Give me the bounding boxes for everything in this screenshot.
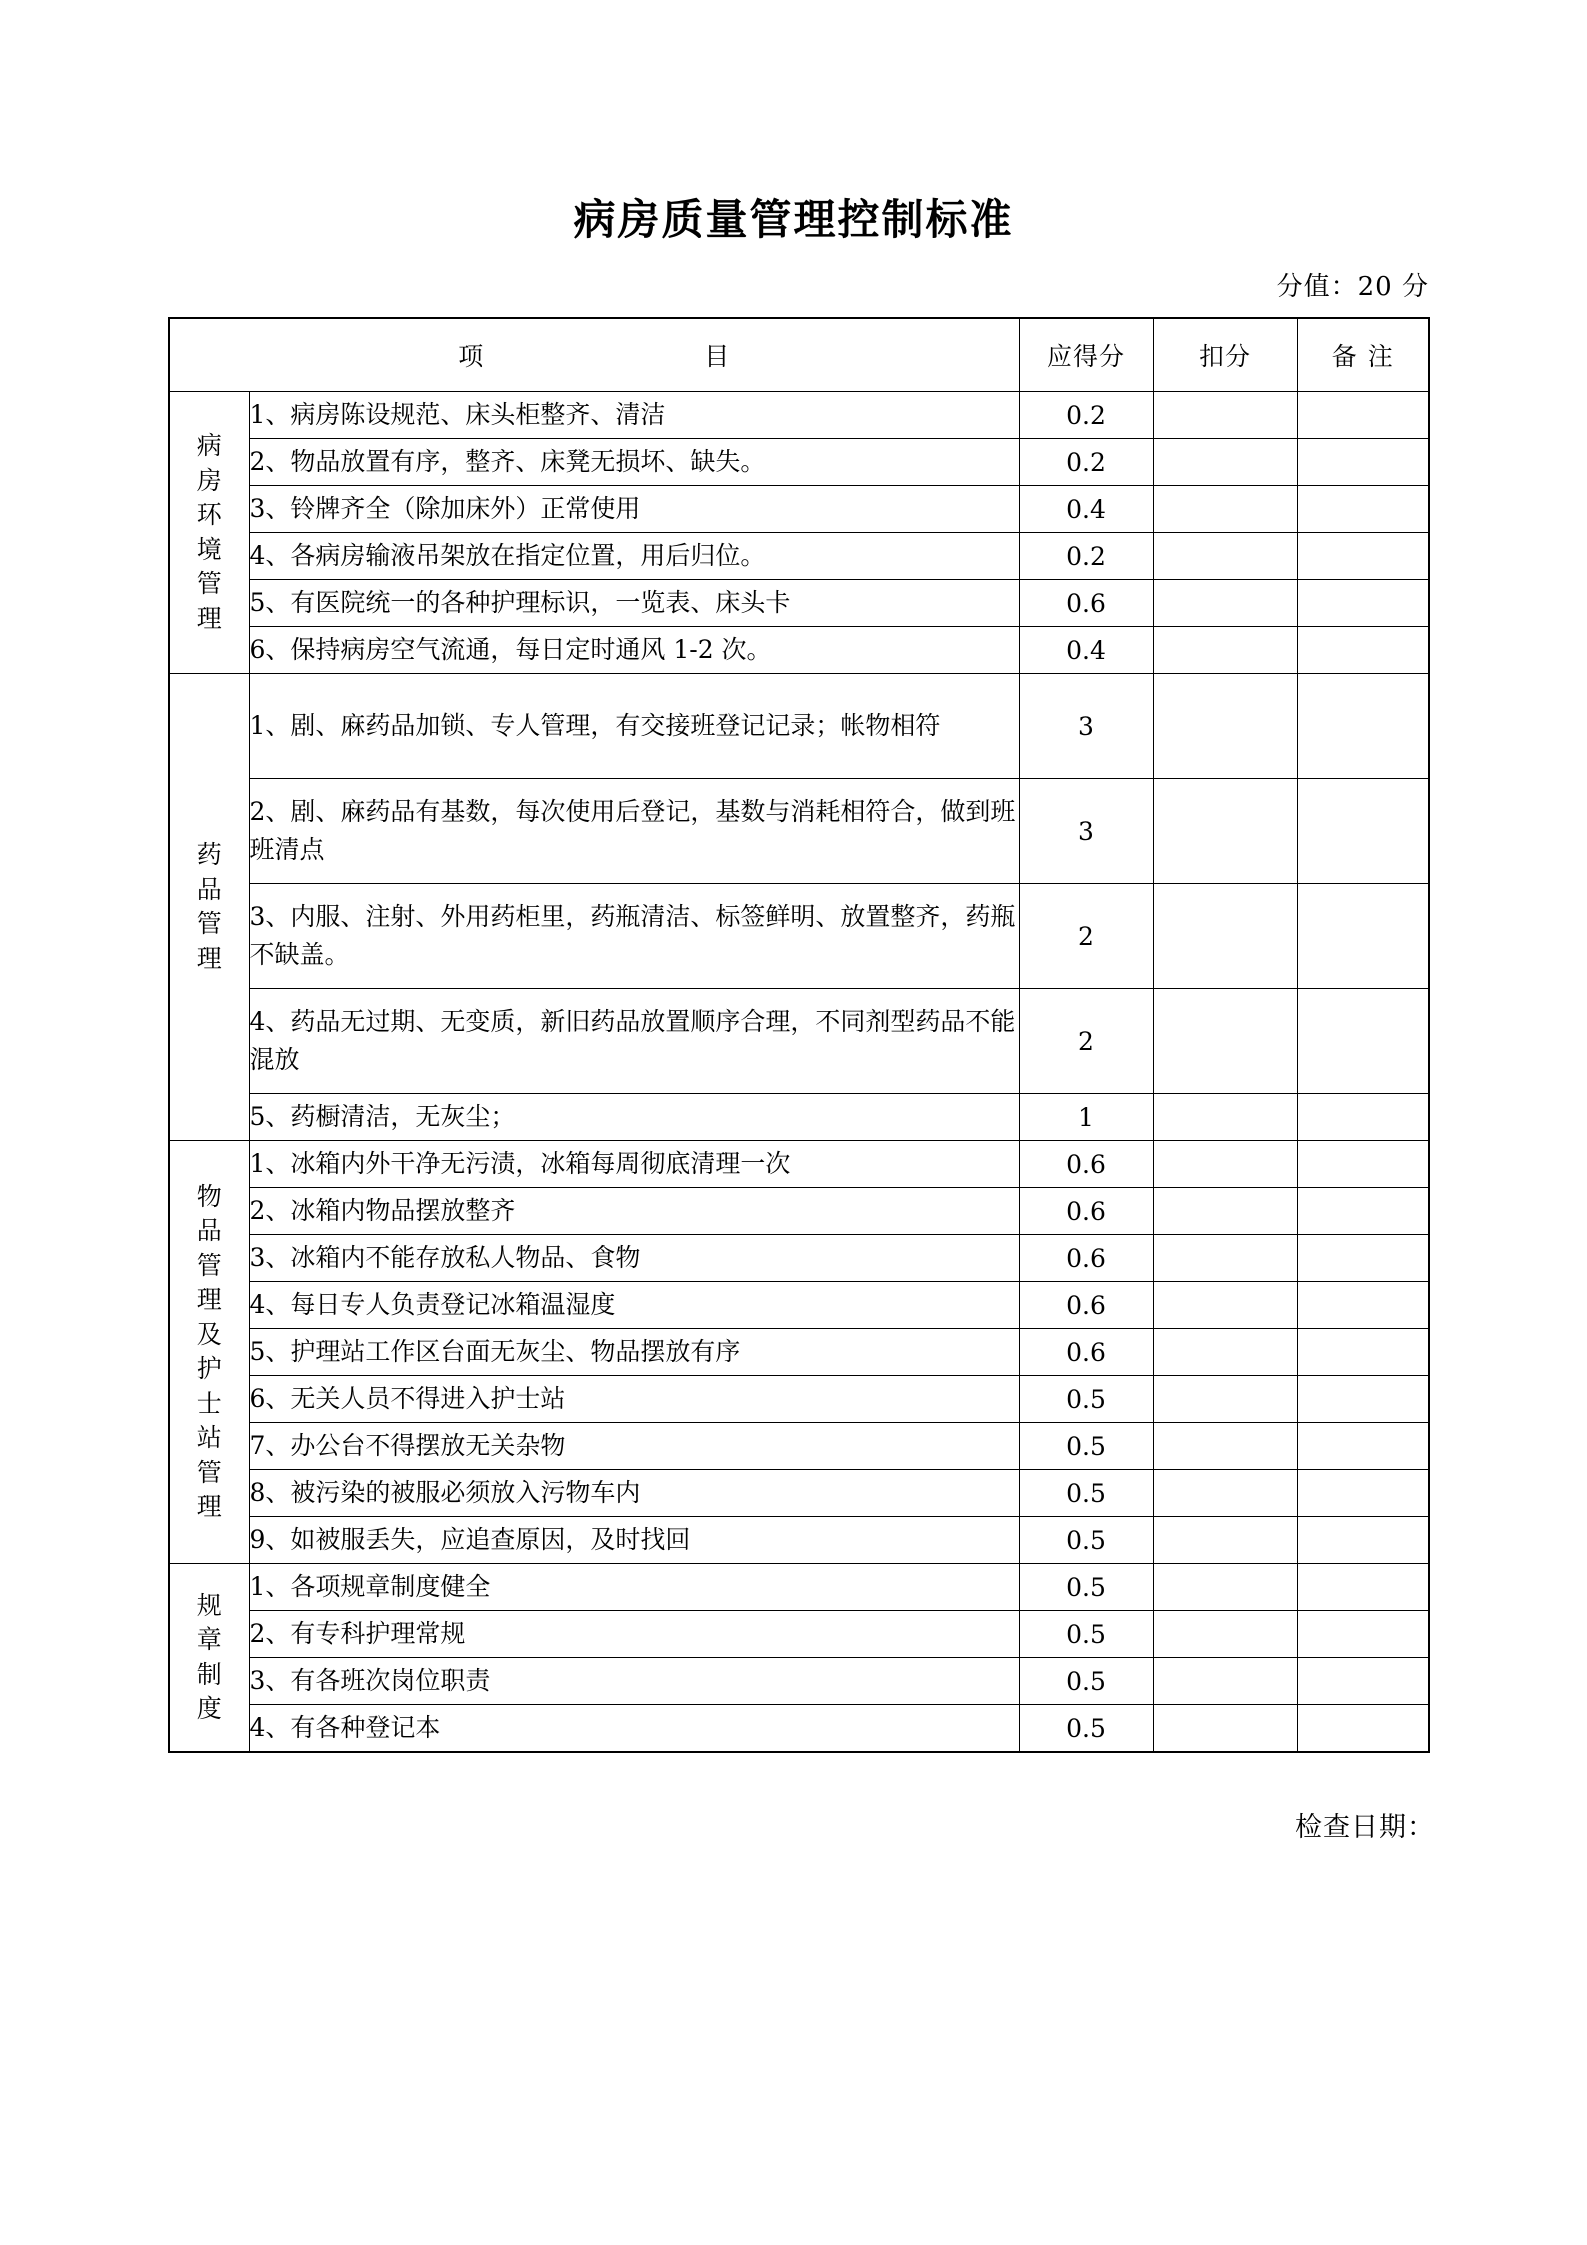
page-title: 病房质量管理控制标准 [573,195,1014,244]
item-remark-cell[interactable] [1297,1329,1429,1376]
item-text: 1、病房陈设规范、床头柜整齐、清洁 [249,392,1019,439]
item-remark-cell[interactable] [1297,1470,1429,1517]
item-deduction-cell[interactable] [1153,1329,1297,1376]
item-score: 3 [1019,779,1153,884]
item-remark-cell[interactable] [1297,1517,1429,1564]
item-score: 0.5 [1019,1658,1153,1705]
item-deduction-cell[interactable] [1153,674,1297,779]
item-deduction-cell[interactable] [1153,486,1297,533]
table-row [169,580,1429,627]
table-header-row [169,318,1429,392]
item-deduction-cell[interactable] [1153,989,1297,1094]
column-header-remark-b: 注 [1367,342,1394,372]
item-remark-cell[interactable] [1297,580,1429,627]
category-char: 管 [196,569,222,599]
column-header-score: 应得分 [1019,318,1153,392]
item-deduction-cell[interactable] [1153,580,1297,627]
item-remark-cell[interactable] [1297,392,1429,439]
table-header [169,318,1429,392]
table-row [169,1611,1429,1658]
item-remark-cell[interactable] [1297,1611,1429,1658]
inspection-date-label: 检查日期： [1295,1812,1435,1844]
category-label [169,1564,249,1753]
item-deduction-cell[interactable] [1153,1658,1297,1705]
table-row [169,1705,1429,1753]
item-deduction-cell[interactable] [1153,1470,1297,1517]
category-char: 品 [196,874,222,904]
item-text: 4、每日专人负责登记冰箱温湿度 [249,1282,1019,1329]
item-deduction-cell[interactable] [1153,779,1297,884]
item-score: 0.6 [1019,580,1153,627]
item-score: 0.5 [1019,1470,1153,1517]
category-char: 士 [196,1388,222,1418]
category-char: 境 [196,534,222,564]
item-text: 4、各病房输液吊架放在指定位置，用后归位。 [249,533,1019,580]
item-text: 2、冰箱内物品摆放整齐 [249,1188,1019,1235]
item-score: 2 [1019,989,1153,1094]
item-score: 0.6 [1019,1141,1153,1188]
item-remark-cell[interactable] [1297,627,1429,674]
category-char: 护 [196,1354,222,1384]
column-header-remark [1297,318,1429,392]
item-deduction-cell[interactable] [1153,1282,1297,1329]
item-score: 0.5 [1019,1517,1153,1564]
item-remark-cell[interactable] [1297,989,1429,1094]
category-char: 度 [196,1694,222,1724]
category-char: 管 [196,909,222,939]
table-row [169,989,1429,1094]
column-header-item-a: 项 [458,342,485,372]
category-char: 理 [196,943,222,973]
category-label [169,392,249,674]
table-row [169,1235,1429,1282]
item-text: 1、各项规章制度健全 [249,1564,1019,1611]
item-remark-cell[interactable] [1297,1564,1429,1611]
item-remark-cell[interactable] [1297,1235,1429,1282]
item-score: 0.2 [1019,392,1153,439]
item-text: 7、办公台不得摆放无关杂物 [249,1423,1019,1470]
column-header-item [169,318,1019,392]
item-text: 1、剧、麻药品加锁、专人管理，有交接班登记记录；帐物相符 [249,674,1019,779]
item-remark-cell[interactable] [1297,486,1429,533]
category-char: 环 [196,500,222,530]
item-deduction-cell[interactable] [1153,1141,1297,1188]
category-char: 规 [196,1590,222,1620]
item-deduction-cell[interactable] [1153,884,1297,989]
item-remark-cell[interactable] [1297,1423,1429,1470]
column-header-deduction: 扣分 [1153,318,1297,392]
category-label [169,1141,249,1564]
item-score: 0.5 [1019,1564,1153,1611]
item-deduction-cell[interactable] [1153,1376,1297,1423]
item-remark-cell[interactable] [1297,779,1429,884]
score-note: 分值：20 分 [1276,272,1429,303]
item-score: 3 [1019,674,1153,779]
category-char: 理 [196,1492,222,1522]
item-score: 0.2 [1019,533,1153,580]
quality-standard-table-wrap [0,303,1587,1753]
table-row [169,1188,1429,1235]
item-score: 0.2 [1019,439,1153,486]
item-deduction-cell[interactable] [1153,533,1297,580]
category-char: 品 [196,1216,222,1246]
category-char: 管 [196,1457,222,1487]
category-char: 章 [196,1625,222,1655]
item-remark-cell[interactable] [1297,439,1429,486]
item-remark-cell[interactable] [1297,1376,1429,1423]
category-char: 站 [196,1423,222,1453]
item-text: 3、冰箱内不能存放私人物品、食物 [249,1235,1019,1282]
item-text: 2、剧、麻药品有基数，每次使用后登记，基数与消耗相符合，做到班班清点 [249,779,1019,884]
table-body [169,392,1429,1753]
item-text: 9、如被服丢失，应追查原因，及时找回 [249,1517,1019,1564]
quality-standard-table [168,317,1430,1753]
table-row [169,1094,1429,1141]
table-row [169,392,1429,439]
item-text: 2、物品放置有序，整齐、床凳无损坏、缺失。 [249,439,1019,486]
table-row [169,1470,1429,1517]
item-remark-cell[interactable] [1297,1282,1429,1329]
table-row [169,1423,1429,1470]
item-text: 4、有各种登记本 [249,1705,1019,1753]
item-deduction-cell[interactable] [1153,439,1297,486]
item-remark-cell[interactable] [1297,1658,1429,1705]
table-row [169,1329,1429,1376]
item-score: 0.6 [1019,1282,1153,1329]
item-remark-cell[interactable] [1297,533,1429,580]
item-remark-cell[interactable] [1297,1188,1429,1235]
category-char: 房 [196,465,222,495]
table-row [169,1517,1429,1564]
item-score: 0.5 [1019,1705,1153,1753]
item-text: 3、铃牌齐全（除加床外）正常使用 [249,486,1019,533]
category-char: 药 [196,840,222,870]
item-score: 0.5 [1019,1376,1153,1423]
item-text: 8、被污染的被服必须放入污物车内 [249,1470,1019,1517]
item-remark-cell[interactable] [1297,884,1429,989]
item-score: 0.6 [1019,1188,1153,1235]
table-row [169,884,1429,989]
table-row [169,1141,1429,1188]
item-remark-cell[interactable] [1297,1094,1429,1141]
table-row [169,1564,1429,1611]
table-row [169,674,1429,779]
category-char: 病 [196,431,222,461]
item-text: 6、无关人员不得进入护士站 [249,1376,1019,1423]
column-header-item-b: 目 [704,342,731,372]
item-score: 2 [1019,884,1153,989]
item-text: 3、有各班次岗位职责 [249,1658,1019,1705]
category-label [169,674,249,1141]
item-text: 4、药品无过期、无变质，新旧药品放置顺序合理，不同剂型药品不能混放 [249,989,1019,1094]
item-text: 5、药橱清洁，无灰尘； [249,1094,1019,1141]
table-row [169,1658,1429,1705]
item-text: 5、有医院统一的各种护理标识，一览表、床头卡 [249,580,1019,627]
item-text: 3、内服、注射、外用药柜里，药瓶清洁、标签鲜明、放置整齐，药瓶不缺盖。 [249,884,1019,989]
item-score: 0.6 [1019,1235,1153,1282]
item-deduction-cell[interactable] [1153,627,1297,674]
table-row [169,533,1429,580]
item-remark-cell[interactable] [1297,1705,1429,1753]
item-score: 0.4 [1019,486,1153,533]
item-deduction-cell[interactable] [1153,1705,1297,1753]
item-deduction-cell[interactable] [1153,1564,1297,1611]
column-header-remark-a: 备 [1331,342,1358,372]
item-score: 1 [1019,1094,1153,1141]
item-deduction-cell[interactable] [1153,1611,1297,1658]
item-text: 1、冰箱内外干净无污渍，冰箱每周彻底清理一次 [249,1141,1019,1188]
table-row [169,486,1429,533]
item-deduction-cell[interactable] [1153,1188,1297,1235]
table-row [169,1376,1429,1423]
item-deduction-cell[interactable] [1153,1423,1297,1470]
category-char: 及 [196,1319,222,1349]
item-text: 6、保持病房空气流通，每日定时通风 1-2 次。 [249,627,1019,674]
category-char: 制 [196,1659,222,1689]
table-row [169,627,1429,674]
item-score: 0.5 [1019,1423,1153,1470]
item-text: 5、护理站工作区台面无灰尘、物品摆放有序 [249,1329,1019,1376]
category-char: 理 [196,1285,222,1315]
item-deduction-cell[interactable] [1153,1094,1297,1141]
category-char: 管 [196,1250,222,1280]
item-deduction-cell[interactable] [1153,392,1297,439]
table-row [169,779,1429,884]
item-remark-cell[interactable] [1297,1141,1429,1188]
item-deduction-cell[interactable] [1153,1517,1297,1564]
item-score: 0.4 [1019,627,1153,674]
table-row [169,1282,1429,1329]
table-row [169,439,1429,486]
item-text: 2、有专科护理常规 [249,1611,1019,1658]
item-deduction-cell[interactable] [1153,1235,1297,1282]
item-score: 0.5 [1019,1611,1153,1658]
item-remark-cell[interactable] [1297,674,1429,779]
category-char: 理 [196,603,222,633]
item-score: 0.6 [1019,1329,1153,1376]
category-char: 物 [196,1181,222,1211]
